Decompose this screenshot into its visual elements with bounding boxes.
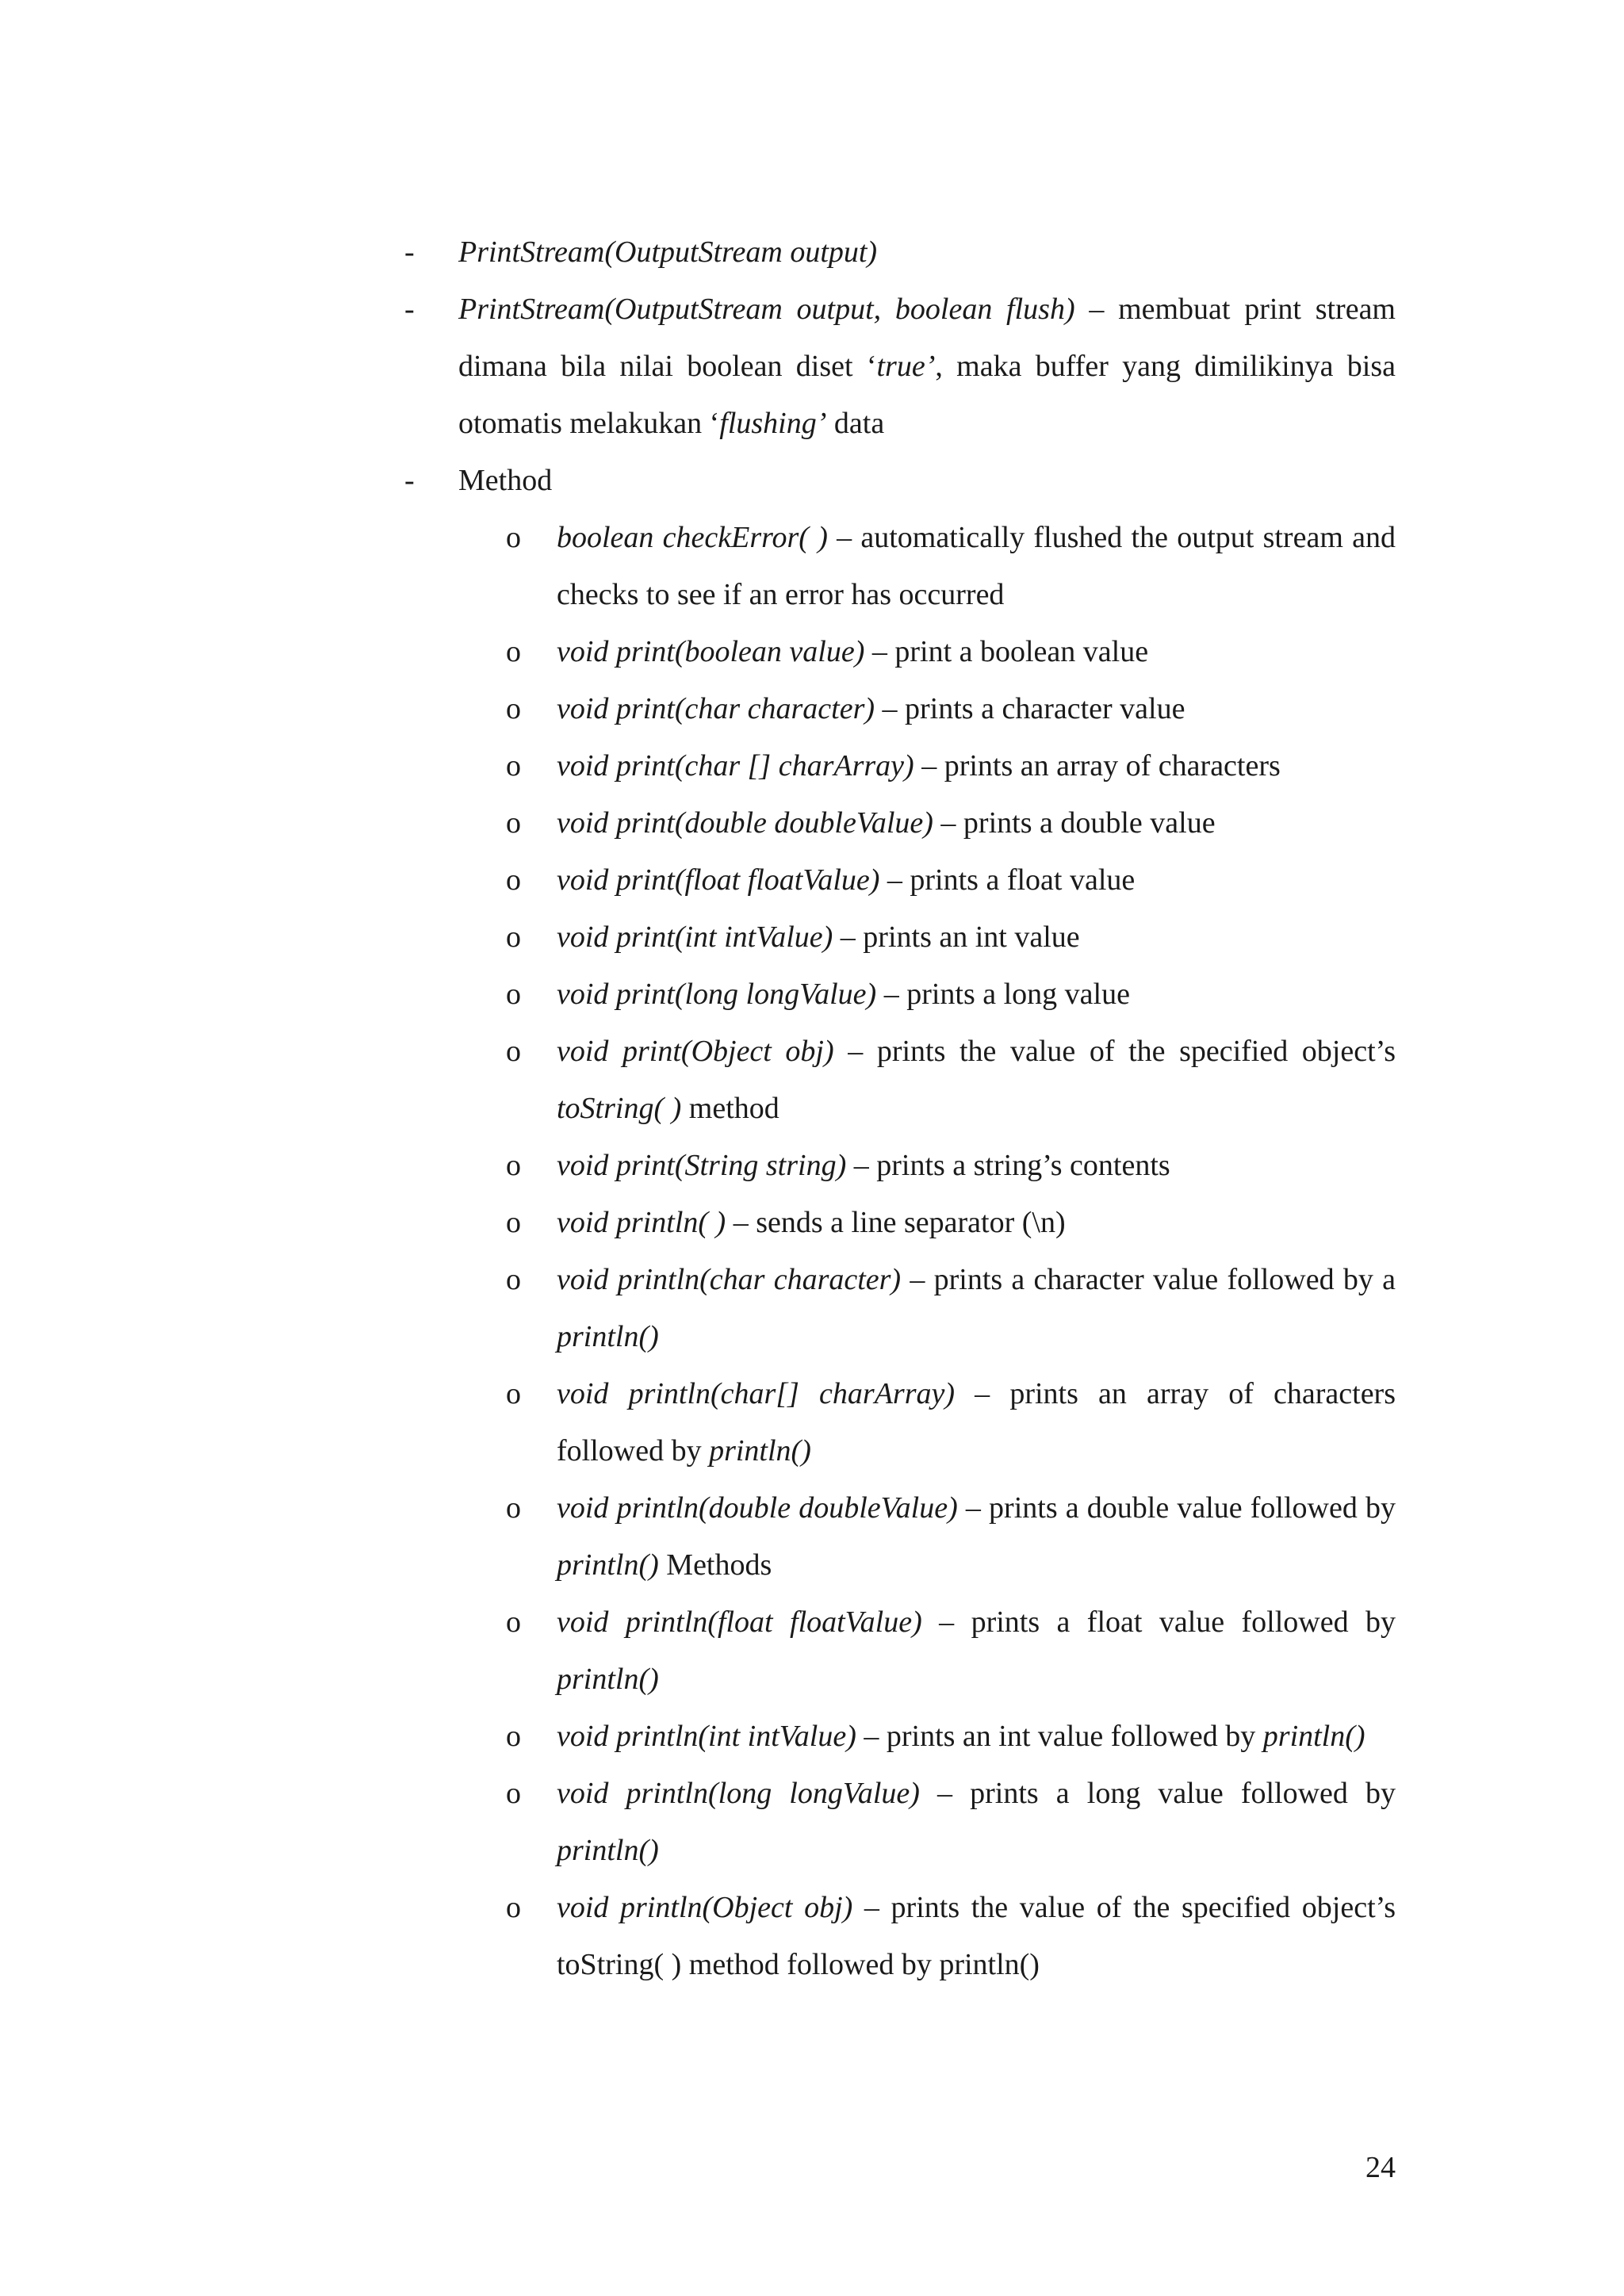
italic-code-text: true’ (876, 350, 936, 383)
italic-code-text: void print(Object obj) (557, 1035, 834, 1068)
method-item (404, 1365, 1396, 1479)
method-item (404, 623, 1396, 680)
method-item (404, 909, 1396, 966)
item-text (557, 1251, 1396, 1365)
method-list (404, 224, 1396, 1993)
italic-code-text: void println(float floatValue) (557, 1605, 922, 1639)
italic-code-text: boolean checkError( ) (557, 521, 828, 554)
method-item (404, 680, 1396, 737)
circle-bullet: o (506, 1377, 521, 1410)
item-text (557, 509, 1396, 623)
list-item (404, 452, 1396, 509)
plain-text: – prints a character value followed by a (901, 1263, 1396, 1296)
plain-text: – prints an int value (833, 920, 1080, 954)
italic-code-text: PrintStream(OutputStream output) (458, 235, 878, 269)
circle-bullet: o (506, 1720, 521, 1753)
method-item (404, 737, 1396, 794)
italic-code-text: void println( ) (557, 1206, 726, 1239)
plain-text: – prints the value of the specified object’s (833, 1035, 1396, 1068)
circle-bullet: o (506, 749, 521, 783)
plain-text: data (826, 407, 885, 440)
item-text (557, 1365, 1396, 1479)
method-item (404, 1765, 1396, 1879)
italic-code-text: toString( ) (557, 1092, 682, 1125)
page-number: 24 (1365, 2151, 1396, 2184)
method-item (404, 1023, 1396, 1137)
plain-text: – sends a line separator (\n) (726, 1206, 1066, 1239)
item-text (458, 452, 1396, 509)
method-item (404, 1479, 1396, 1594)
italic-code-text: void println(long longValue) (557, 1777, 920, 1810)
item-text (557, 1479, 1396, 1594)
plain-text: – print a boolean value (864, 635, 1149, 668)
item-text (557, 1137, 1396, 1194)
circle-bullet: o (506, 635, 521, 668)
item-text (557, 794, 1396, 851)
plain-text: , maka buffer yang dimilikinya bisa otomatis melakukan ‘ (458, 350, 1396, 440)
method-item (404, 1594, 1396, 1708)
item-text (557, 909, 1396, 966)
italic-code-text: void print(boolean value) (557, 635, 865, 668)
item-text (458, 224, 1396, 281)
method-item (404, 1194, 1396, 1251)
circle-bullet: o (506, 1777, 521, 1810)
item-text (557, 966, 1396, 1023)
italic-code-text: void print(int intValue) (557, 920, 833, 954)
circle-bullet: o (506, 1491, 521, 1525)
dash-bullet: - (404, 293, 415, 326)
plain-text: – prints a string’s contents (846, 1149, 1170, 1182)
dash-bullet: - (404, 235, 415, 269)
method-item (404, 851, 1396, 909)
italic-code-text: void println(char character) (557, 1263, 902, 1296)
italic-code-text: println() (557, 1663, 659, 1696)
plain-text: – prints a double value (933, 806, 1216, 840)
plain-text: – prints a character value (875, 692, 1185, 725)
plain-text: – prints a long value (876, 978, 1130, 1011)
method-item (404, 794, 1396, 851)
plain-text: – prints an array of characters followed by (557, 1377, 1396, 1468)
circle-bullet: o (506, 521, 521, 554)
circle-bullet: o (506, 978, 521, 1011)
circle-bullet: o (506, 1206, 521, 1239)
plain-text: method (681, 1092, 779, 1125)
method-item (404, 1879, 1396, 1993)
italic-code-text: flushing’ (719, 407, 827, 440)
item-text (557, 680, 1396, 737)
italic-code-text: void print(char [] charArray) (557, 749, 914, 783)
plain-text: – prints a float value (879, 863, 1136, 897)
item-text (557, 1594, 1396, 1708)
italic-code-text: void print(char character) (557, 692, 875, 725)
item-text (557, 737, 1396, 794)
italic-code-text: void print(double doubleValue) (557, 806, 933, 840)
dash-bullet: - (404, 464, 415, 497)
italic-code-text: void print(float floatValue) (557, 863, 880, 897)
italic-code-text: println() (709, 1434, 811, 1468)
circle-bullet: o (506, 692, 521, 725)
list-item (404, 281, 1396, 452)
circle-bullet: o (506, 806, 521, 840)
method-item (404, 1708, 1396, 1765)
plain-text: – prints an int value followed by (856, 1720, 1263, 1753)
plain-text: – prints a long value followed by (919, 1777, 1396, 1810)
plain-text: Method (458, 464, 553, 497)
italic-code-text: void println(int intValue) (557, 1720, 856, 1753)
item-text (557, 623, 1396, 680)
circle-bullet: o (506, 863, 521, 897)
item-text (458, 281, 1396, 452)
circle-bullet: o (506, 920, 521, 954)
circle-bullet: o (506, 1605, 521, 1639)
item-text (557, 851, 1396, 909)
item-text (557, 1194, 1396, 1251)
item-text (557, 1023, 1396, 1137)
method-item (404, 1251, 1396, 1365)
circle-bullet: o (506, 1149, 521, 1182)
plain-text: – prints a double value followed by (957, 1491, 1396, 1525)
plain-text: – automatically flushed the output stream and checks to see if an error has occurred (557, 521, 1396, 611)
method-item (404, 509, 1396, 623)
plain-text: Methods (658, 1548, 772, 1582)
plain-text: – prints an array of characters (914, 749, 1281, 783)
italic-code-text: println() (1262, 1720, 1365, 1753)
italic-code-text: void println(Object obj) (557, 1891, 853, 1924)
circle-bullet: o (506, 1035, 521, 1068)
italic-code-text: void println(double doubleValue) (557, 1491, 958, 1525)
italic-code-text: PrintStream(OutputStream output, boolean flush) (458, 293, 1075, 326)
item-text (557, 1708, 1396, 1765)
italic-code-text: void print(long longValue) (557, 978, 877, 1011)
item-text (557, 1879, 1396, 1993)
plain-text: – prints a float value followed by (921, 1605, 1396, 1639)
italic-code-text: println() (557, 1834, 659, 1867)
list-item (404, 224, 1396, 281)
method-item (404, 966, 1396, 1023)
method-item (404, 1137, 1396, 1194)
circle-bullet: o (506, 1263, 521, 1296)
plain-text: – membuat print stream dimana bila nilai boolean diset ‘ (458, 293, 1396, 383)
italic-code-text: void print(String string) (557, 1149, 847, 1182)
italic-code-text: void println(char[] charArray) (557, 1377, 956, 1410)
item-text (557, 1765, 1396, 1879)
italic-code-text: println() (557, 1548, 659, 1582)
italic-code-text: println() (557, 1320, 659, 1353)
circle-bullet: o (506, 1891, 521, 1924)
plain-text: – prints the value of the specified object’s toString( ) method followed by println() (557, 1891, 1396, 1981)
